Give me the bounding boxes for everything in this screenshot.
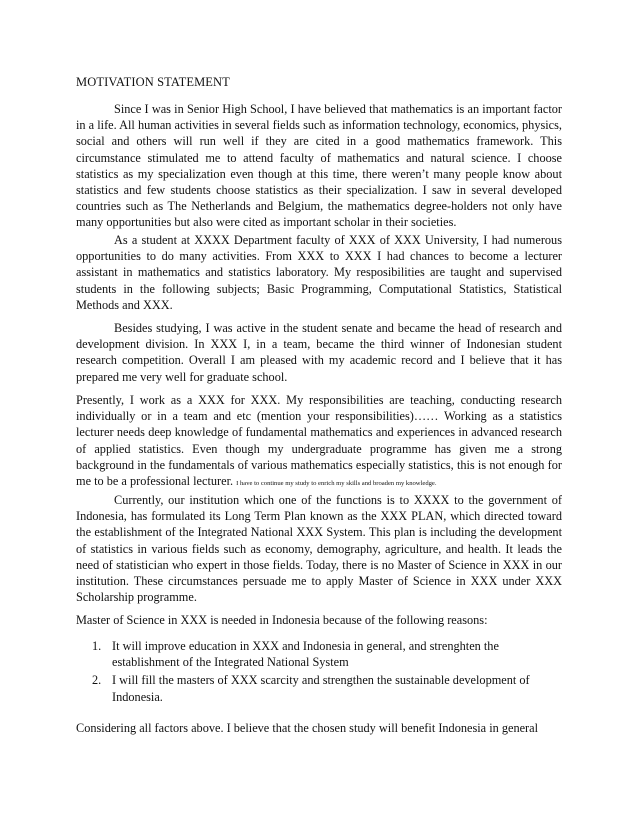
paragraph-3: Besides studying, I was active in the student senate and became the head of research and development division. In XXX I, in a team, became the third winner of Indonesian student research competition. Overall I am pleased with my academic record and I believe that it has prepared me very well for graduate school. [76, 321, 562, 384]
list-item-number: 1. [92, 639, 102, 653]
paragraph-1: Since I was in Senior High School, I have believed that mathematics is an important factor in a life. All human activities in several fields such as information technology, economics, physics, social and others will run well if they are cited in a good mathematics framework. This circumstance stimulated me to attend faculty of mathematics and natural science. I choose statistics as my specialization even though at this time, there weren’t many people know about statistics and few students choose statistics as their specialization. I saw in several developed countries such as The Netherlands and Belgium, the mathematics degree-holders not only have many opportunities but also were cited as important scholar in their societies. [76, 102, 562, 230]
small-note: I have to continue my study to enrich my skills and broaden my knowledge. [236, 480, 437, 488]
document-title: MOTIVATION STATEMENT [76, 75, 230, 89]
paragraph-5: Currently, our institution which one of the functions is to XXXX to the government of Indonesia, has formulated its Long Term Plan known as the XXX PLAN, which directed toward the establishment of the Integrated National XXX System. This plan is including the development of statistics in various fields such as economy, demography, agriculture, and health. It leads the need of statistician who expert in those fields. Today, there is no Master of Science in XXX in our institution. These circumstances persuade me to apply Master of Science in XXX under XXX Scholarship programme. [76, 493, 562, 605]
list-item-text: I will fill the masters of XXX scarcity and strengthen the sustainable development of Indonesia. [112, 673, 530, 704]
paragraph-4-text: Presently, I work as a XXX for XXX. My responsibilities are teaching, conducting research individually or in a team and etc (mention your responsibilities)…… Working as a statistics lecturer needs deep knowledge of fundamental mathematics and experiences in advanced research of applied statistics. Even though my undergraduate programme has given me a strong background in the fundamentals of various mathematics especially statistics, this is not enough for me to be a professional lecturer. [76, 393, 562, 489]
reasons-list [76, 638, 562, 707]
paragraph-2: As a student at XXXX Department faculty of XXX of XXX University, I had numerous opportunities to do many activities. From XXX to XXX I had chances to become a lecturer assistant in mathematics and statistics laboratory. My resposibilities are taught and supervised students in the following subjects; Basic Programming, Computational Statistics, Statistical Methods and XXX. [76, 233, 562, 312]
list-item-text: It will improve education in XXX and Indonesia in general, and strenghten the establishment of the Integrated National System [112, 639, 499, 670]
paragraph-6: Master of Science in XXX is needed in Indonesia because of the following reasons: [76, 613, 488, 627]
list-item [76, 638, 562, 670]
paragraph-4 [76, 392, 562, 489]
paragraph-7: Considering all factors above. I believe that the chosen study will benefit Indonesia in general [76, 721, 539, 735]
list-item-number: 2. [92, 673, 102, 688]
list-item [76, 672, 562, 704]
